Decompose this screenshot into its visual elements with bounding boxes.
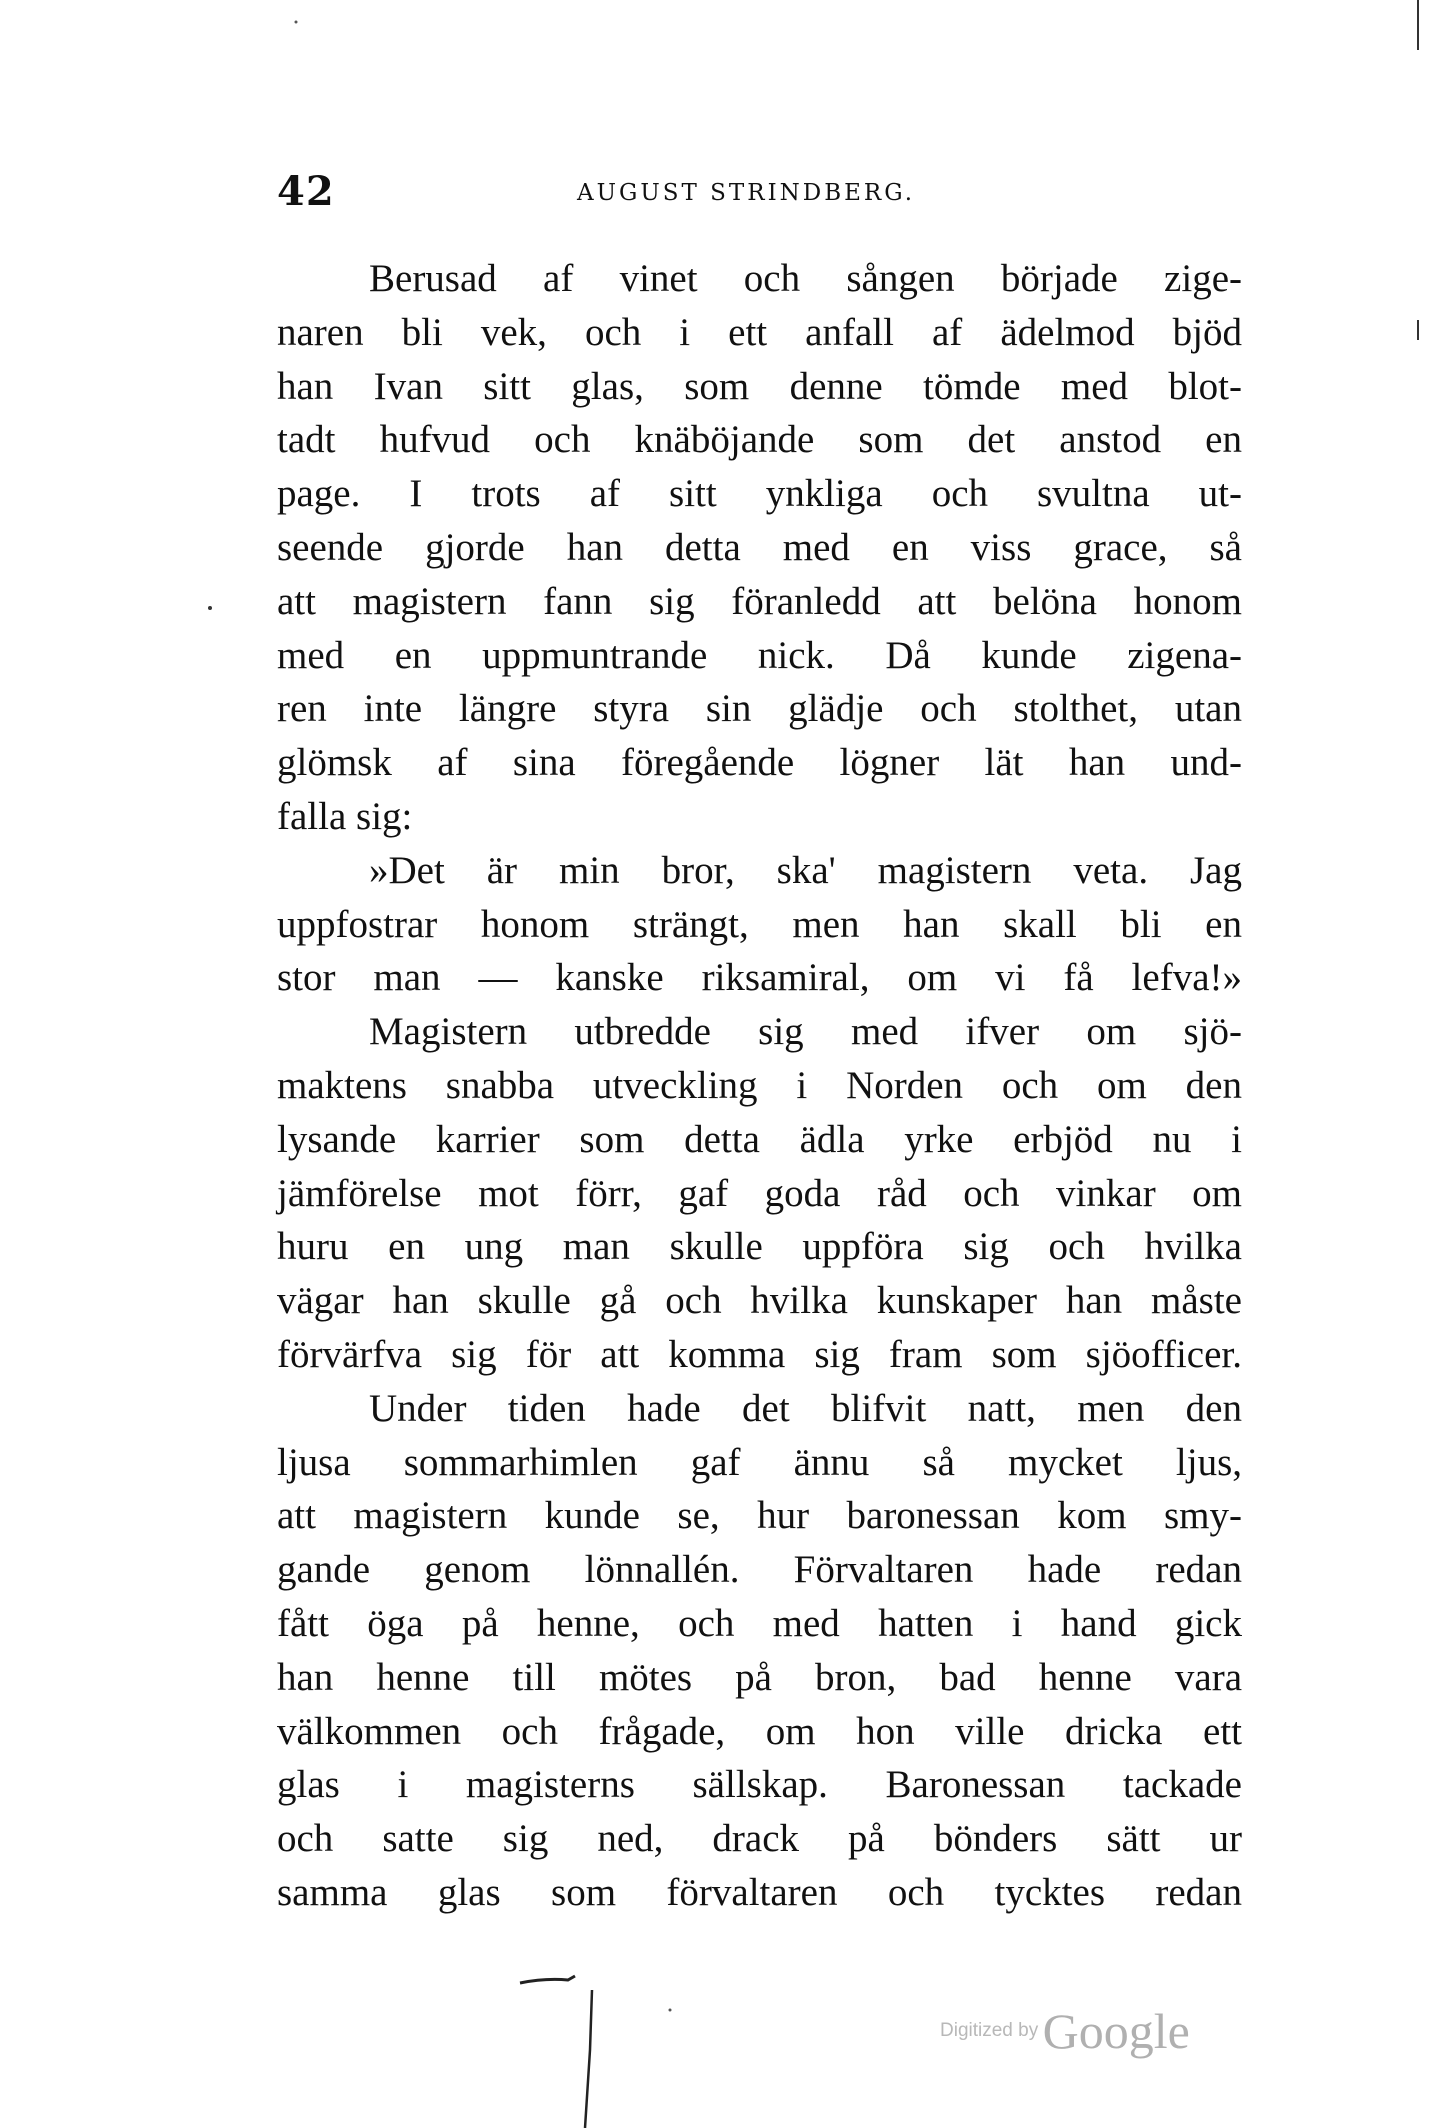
text-line: falla sig: — [277, 794, 413, 838]
text-line: han henne till mötes på bron, bad henne vara — [277, 1655, 1242, 1699]
text-line: att magistern fann sig föranledd att belöna honom — [277, 579, 1242, 623]
text-line: seende gjorde han detta med en viss grace, så — [277, 525, 1242, 569]
text-line: uppfostrar honom strängt, men han skall bli en — [277, 902, 1242, 946]
text-line: fått öga på henne, och med hatten i hand gick — [277, 1601, 1242, 1645]
text-line: lysande karrier som detta ädla yrke erbjöd nu i — [277, 1117, 1242, 1161]
page-header — [277, 168, 1247, 228]
text-line: välkommen och frågade, om hon ville dricka ett — [277, 1709, 1242, 1753]
google-logo-text: Google — [1042, 2003, 1190, 2059]
text-line: Magistern utbredde sig med ifver om sjö- — [369, 1010, 1242, 1054]
text-line: han Ivan sitt glas, som denne tömde med blot- — [277, 364, 1242, 408]
text-line: tadt hufvud och knäböjande som det anstod en — [277, 418, 1242, 462]
speck-mark — [208, 606, 212, 610]
text-line: Under tiden hade det blifvit natt, men den — [369, 1386, 1242, 1430]
running-head: AUGUST STRINDBERG. — [577, 180, 916, 206]
speck-mark — [295, 21, 298, 24]
text-line: samma glas som förvaltaren och tycktes redan — [277, 1870, 1242, 1914]
speck-mark — [669, 2009, 672, 2012]
text-line: glas i magisterns sällskap. Baronessan tackade — [277, 1763, 1242, 1807]
page-number: 42 — [277, 168, 335, 215]
text-line: maktens snabba utveckling i Norden och om den — [277, 1063, 1242, 1107]
bracket-mark — [520, 1976, 575, 1983]
text-line: ren inte längre styra sin glädje och stolthet, utan — [277, 687, 1242, 731]
google-watermark — [940, 2002, 1190, 2060]
text-line: Berusad af vinet och sången började zige- — [369, 257, 1242, 300]
text-line: vägar han skulle gå och hvilka kunskaper han måste — [277, 1279, 1242, 1323]
text-line: naren bli vek, och i ett anfall af ädelmod bjöd — [277, 310, 1242, 354]
text-line: »Det är min bror, ska' magistern veta. Jag — [369, 848, 1242, 892]
text-line: huru en ung man skulle uppföra sig och hvilka — [277, 1225, 1242, 1269]
text-line: förvärfva sig för att komma sig fram som sjöofficer. — [277, 1332, 1242, 1376]
text-line: page. I trots af sitt ynkliga och svultna ut- — [277, 472, 1242, 516]
text-line: att magistern kunde se, hur baronessan kom smy- — [277, 1494, 1242, 1538]
bracket-mark — [585, 1990, 592, 2128]
text-line: ljusa sommarhimlen gaf ännu så mycket ljus, — [277, 1440, 1242, 1484]
watermark-prefix: Digitized by — [940, 2020, 1039, 2041]
text-line: gande genom lönnallén. Förvaltaren hade redan — [277, 1548, 1242, 1592]
text-line: glömsk af sina föregående lögner lät han und- — [277, 741, 1242, 785]
text-line: och satte sig ned, drack på bönders sätt ur — [277, 1817, 1242, 1861]
text-line: med en uppmuntrande nick. Då kunde zigena- — [277, 633, 1242, 677]
text-line: stor man — kanske riksamiral, om vi få lefva!» — [277, 956, 1242, 1000]
body-text — [277, 252, 1242, 1920]
text-line: jämförelse mot förr, gaf goda råd och vinkar om — [277, 1171, 1242, 1215]
